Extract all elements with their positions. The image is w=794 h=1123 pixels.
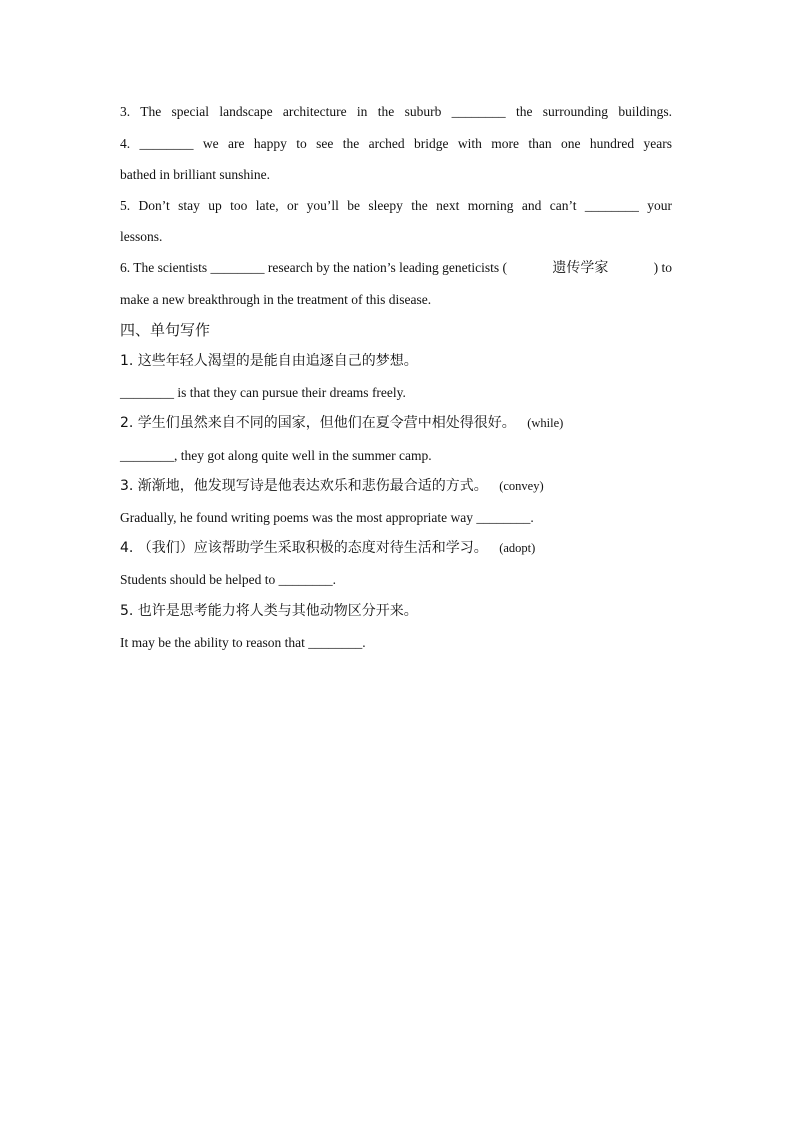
question-6-chinese-gloss: 遗传学家	[552, 260, 609, 276]
writing-item-2-hint: (while)	[527, 416, 564, 430]
writing-item-4-prompt	[120, 539, 535, 557]
writing-item-3-prompt	[120, 477, 544, 495]
writing-item-5-answer: It may be the ability to reason that ________.	[120, 635, 366, 650]
question-6-line-1	[120, 259, 672, 277]
writing-item-3-answer: Gradually, he found writing poems was the most appropriate way ________.	[120, 510, 534, 525]
question-3: 3. The special landscape architecture in the suburb ________ the surrounding buildings.	[120, 104, 672, 119]
writing-item-3-chinese: 3. 渐渐地，他发现写诗是他表达欢乐和悲伤最合适的方式。	[120, 478, 488, 494]
writing-item-4-chinese: 4. （我们）应该帮助学生采取积极的态度对待生活和学习。	[120, 540, 488, 556]
question-6-line-2: make a new breakthrough in the treatment of this disease.	[120, 292, 432, 307]
writing-item-1-answer: ________ is that they can pursue their dreams freely.	[120, 385, 406, 400]
writing-item-1-chinese: 1. 这些年轻人渴望的是能自由追逐自己的梦想。	[120, 353, 418, 369]
writing-item-3-hint: (convey)	[499, 479, 544, 493]
question-4-line-2: bathed in brilliant sunshine.	[120, 167, 270, 182]
writing-item-4-hint: (adopt)	[499, 541, 536, 555]
writing-item-2-prompt	[120, 414, 563, 432]
writing-item-4-answer: Students should be helped to ________.	[120, 572, 336, 587]
question-5-line-2: lessons.	[120, 229, 163, 244]
writing-item-2-answer: ________, they got along quite well in the summer camp.	[120, 448, 432, 463]
section-heading: 四、单句写作	[120, 321, 211, 339]
question-6-suffix: ) to	[653, 260, 672, 275]
writing-item-5-chinese: 5. 也许是思考能力将人类与其他动物区分开来。	[120, 603, 418, 619]
writing-item-2-chinese: 2. 学生们虽然来自不同的国家，但他们在夏令营中相处得很好。	[120, 415, 516, 431]
question-5-line-1: 5. Don’t stay up too late, or you’ll be sleepy the next morning and can’t ________ your	[120, 198, 672, 213]
question-6-prefix: 6. The scientists ________ research by the nation’s leading geneticists (	[120, 260, 508, 275]
question-4-line-1: 4. ________ we are happy to see the arched bridge with more than one hundred years	[120, 136, 672, 151]
